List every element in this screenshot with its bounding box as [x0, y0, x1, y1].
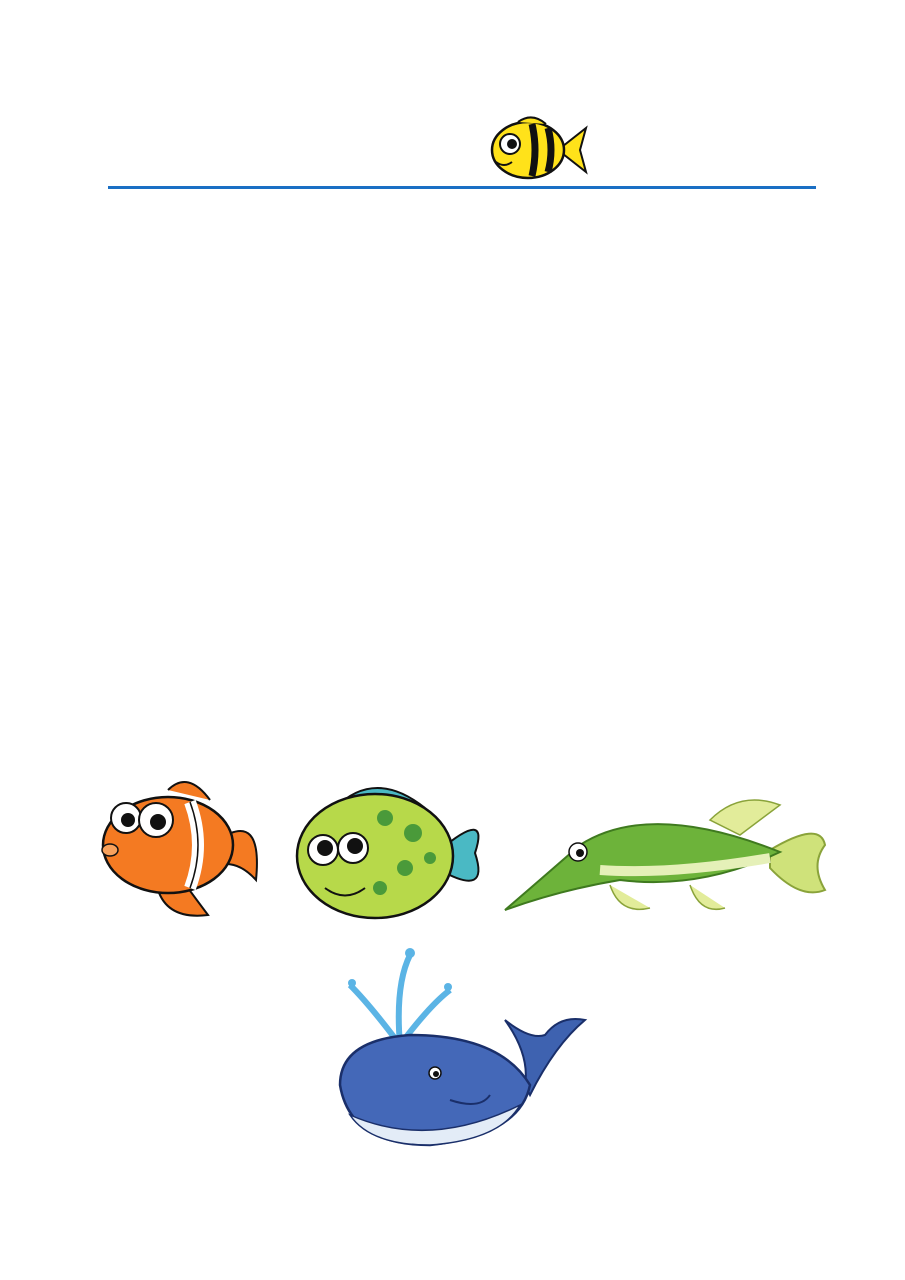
page-title	[108, 108, 818, 198]
pike	[500, 790, 830, 920]
clownfish	[98, 770, 263, 925]
title-underline	[108, 186, 816, 189]
whale	[330, 945, 600, 1170]
fish-logo-icon	[488, 110, 588, 190]
green-fish	[295, 778, 490, 928]
